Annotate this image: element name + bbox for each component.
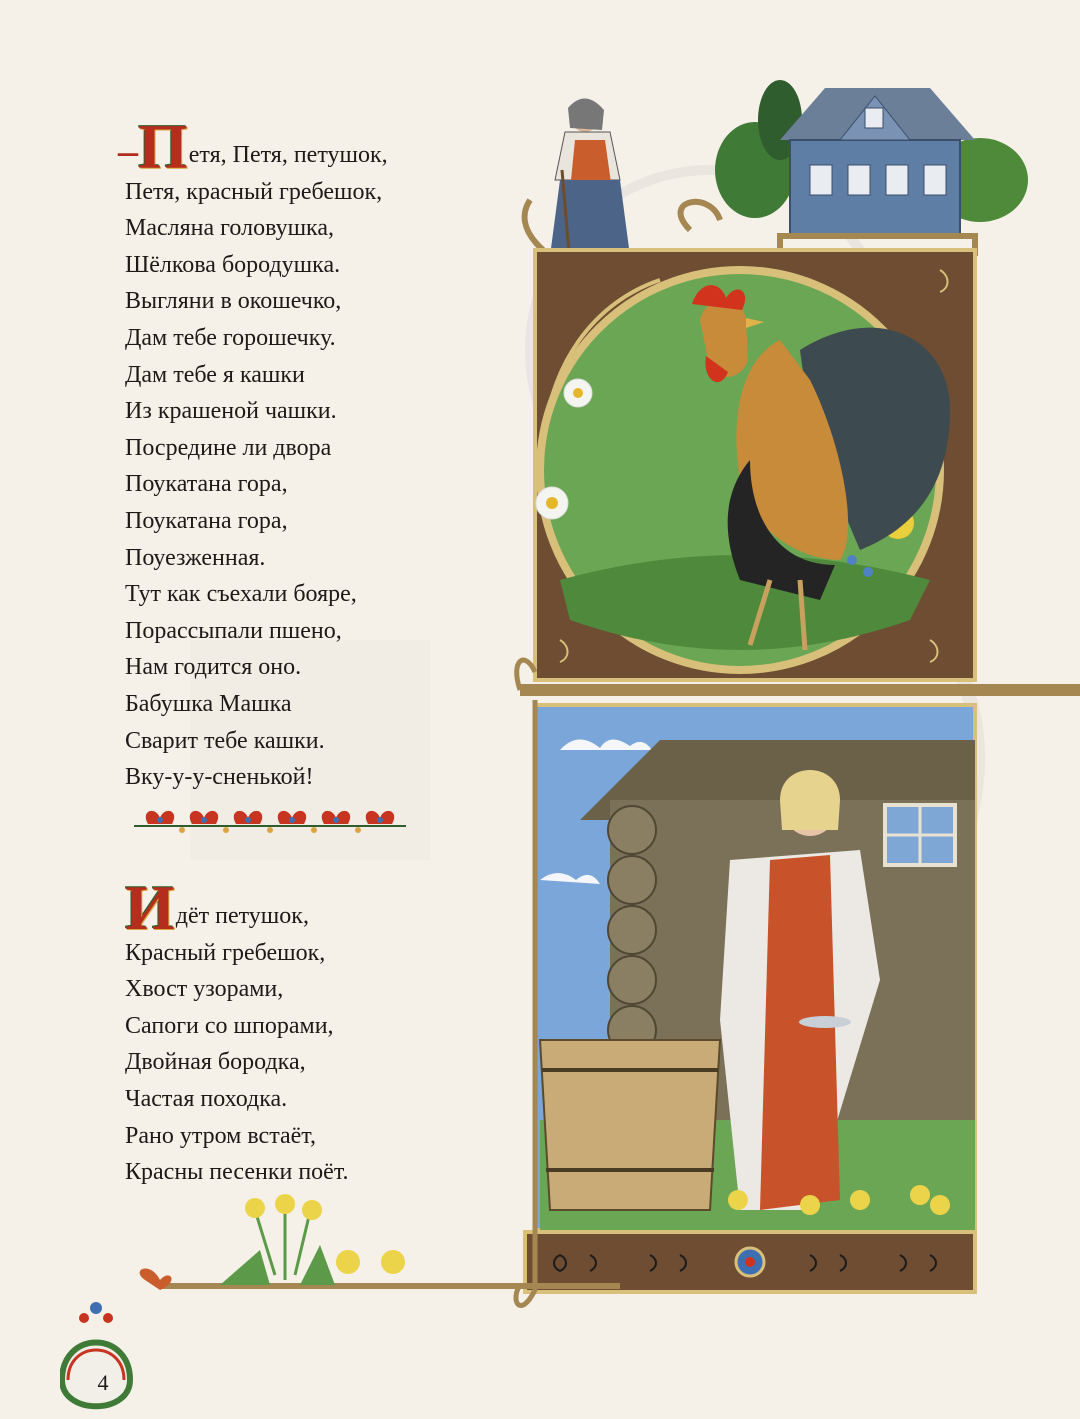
poem2-line: Частая походка. xyxy=(125,1085,288,1112)
poem1-line: Масляна головушка, xyxy=(125,215,335,242)
girl-feeding-chicks-illustration xyxy=(535,705,975,1230)
old-woman-illustration xyxy=(550,98,630,265)
poem1-line: Дам тебе горошечку. xyxy=(125,324,336,351)
poem-idyot-petushok xyxy=(125,872,525,1191)
poem1-line: Поукатана гора, xyxy=(125,507,288,534)
rooster-panel xyxy=(535,250,975,680)
poem1-line: Нам годится оно. xyxy=(125,654,302,681)
illustration-column xyxy=(480,60,1080,1320)
blue-house-illustration xyxy=(715,80,1028,235)
poem1-line: Вку-у-у-сненькой! xyxy=(125,764,314,791)
poem1-line: Поукатана гора, xyxy=(125,471,288,498)
poem1-line: Порассыпали пшено, xyxy=(125,617,342,644)
poem2-first-line-text: дёт петушок, xyxy=(175,903,309,929)
poem1-first-line-text: етя, Петя, петушок, xyxy=(188,142,388,168)
poem1-line: Поуезженная. xyxy=(125,544,266,571)
poem1-dash: – xyxy=(118,128,138,173)
poem2-line: Двойная бородка, xyxy=(125,1049,306,1076)
poem1-line: Посредине ли двора xyxy=(125,434,332,461)
poem2-line: Хвост узорами, xyxy=(125,976,284,1003)
poem2-line: Красны песенки поёт. xyxy=(125,1159,349,1186)
page-number: 4 xyxy=(97,1370,109,1395)
poem2-line: Рано утром встаёт, xyxy=(125,1122,316,1149)
poem1-line: Выгляни в окошечко, xyxy=(125,288,342,315)
poem1-line: Тут как съехали бояре, xyxy=(125,581,357,608)
poem-petya-petushok xyxy=(118,111,525,796)
poem2-drop-cap: И xyxy=(125,872,175,943)
folk-ornament-border xyxy=(130,800,410,838)
poem1-line: Сварит тебе кашки. xyxy=(125,727,325,754)
poem1-line: Шёлкова бородушка. xyxy=(125,251,341,278)
poem1-first-line xyxy=(118,111,525,182)
poem1-line: Петя, красный гребешок, xyxy=(125,178,383,205)
poem1-drop-cap: П xyxy=(138,111,188,182)
dandelion-chicks-illustration xyxy=(60,1190,760,1419)
poem2-first-line xyxy=(125,872,525,943)
poem2-line: Сапоги со шпорами, xyxy=(125,1012,334,1039)
poem1-line: Из крашеной чашки. xyxy=(125,398,337,425)
poem2-line: Красный гребешок, xyxy=(125,939,326,966)
poem1-line: Бабушка Машка xyxy=(125,690,292,717)
poem1-line: Дам тебе я кашки xyxy=(125,361,305,388)
